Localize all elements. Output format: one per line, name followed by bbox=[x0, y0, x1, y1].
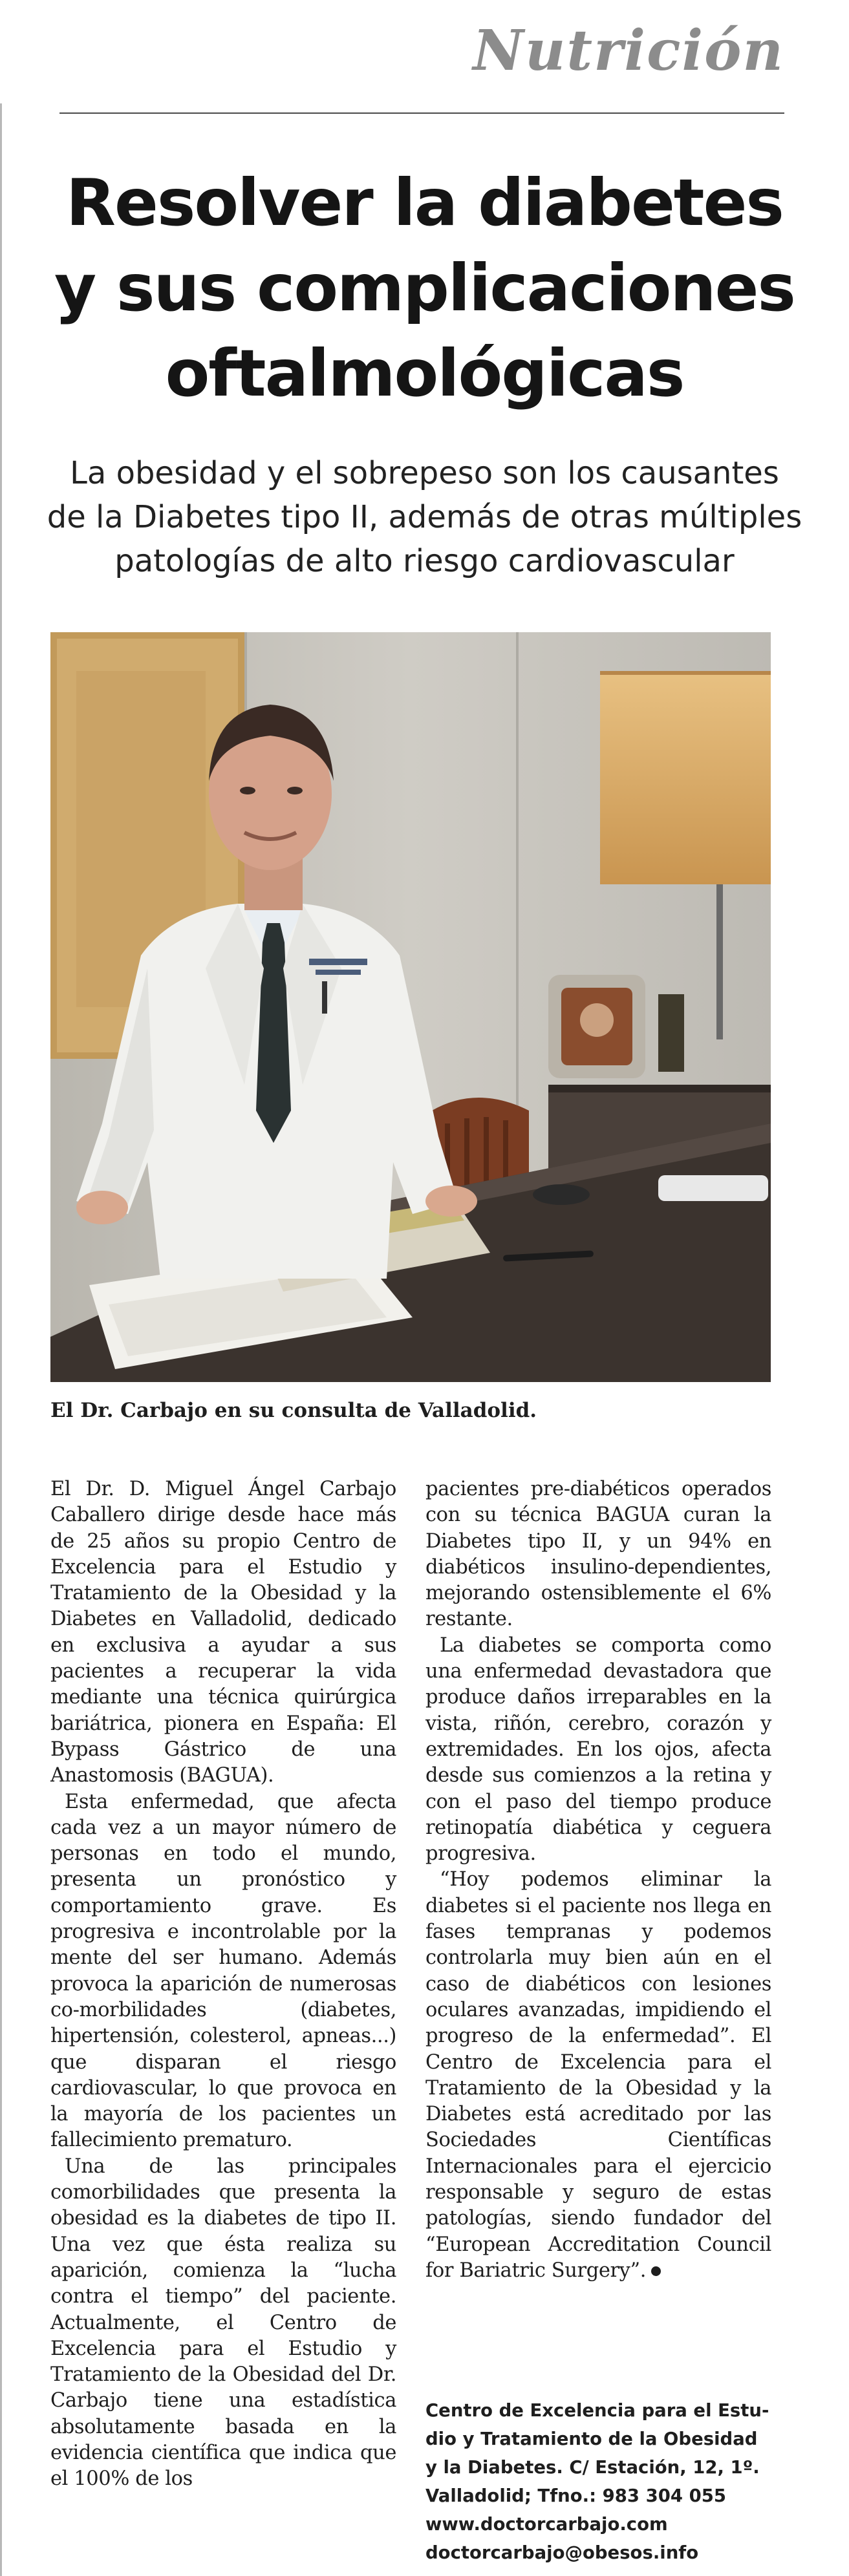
subhead-line: de la Diabetes tipo II, además de otras múltiples bbox=[47, 499, 802, 535]
article-paragraph bbox=[425, 1867, 771, 2284]
contact-website-link[interactable]: www.doctorcarbajo.com bbox=[425, 2514, 668, 2535]
article-paragraph: La diabetes se comporta como una enfermedad devastadora que produce daños irreparables en la vista, riñón, cerebro, corazón y extremidades. En los ojos, afecta desde sus comienzos a la retina y con el paso del tiempo produce retinopatía diabética y ceguera progresiva. bbox=[425, 1634, 771, 1866]
headline-line: y sus complicaciones bbox=[54, 250, 795, 326]
doctor-photo bbox=[50, 632, 771, 1382]
contact-info bbox=[425, 2396, 788, 2567]
headline bbox=[39, 160, 810, 416]
article-paragraph: Una de las principales comorbilidades que presenta la obesidad es la diabetes de tipo II. Una vez que ésta realiza su aparición, comienza la “lucha contra el tiempo” del paciente. Actualmente, el Centro de Excelencia para el Estudio y Tratamiento de la Obesidad del Dr. Carbajo tiene una estadística absolutamente basada en la evidencia científica que indica que el 100% de los bbox=[50, 2155, 396, 2491]
end-mark-icon bbox=[651, 2266, 661, 2276]
section-label: Nutrición bbox=[473, 18, 784, 83]
contact-line: Centro de Excelencia para el Estu- bbox=[425, 2400, 769, 2421]
article-paragraph-text: “Hoy podemos eliminar la diabetes si el paciente nos llega en fases tempranas y podemos controlarla muy bien aún en el caso de diabéticos con lesiones oculares avanzadas, impidiendo el progreso de la enfermedad”. El Centro de Excelencia para el Tratamiento de la Obesidad y la Diabetes está acreditado por las Sociedades Científicas Internacionales para el ejercicio responsable y seguro de estas patologías, siendo fundador del “European Accreditation Council for Bariatric Surgery”. bbox=[425, 1868, 771, 2282]
subheadline bbox=[39, 451, 810, 583]
article-paragraph: El Dr. D. Miguel Ángel Carbajo Caballero dirige desde hace más de 25 años su propio Centro de Excelencia para el Estudio y Tratamiento de la Obesidad y la Diabetes en Valladolid, dedicado en exclusiva a ayudar a sus pacientes a recuperar la vida mediante una técnica quirúrgica bariátrica, pionera en España: El Bypass Gástrico de una Anastomosis (BAGUA). bbox=[50, 1478, 396, 1787]
photo-caption: El Dr. Carbajo en su consulta de Valladolid. bbox=[50, 1399, 537, 1422]
contact-line: y la Diabetes. C/ Estación, 12, 1º. bbox=[425, 2457, 760, 2478]
header-rule bbox=[59, 112, 784, 114]
contact-line: Valladolid; Tfno.: 983 304 055 bbox=[425, 2486, 727, 2506]
article-paragraph: Esta enfermedad, que afecta cada vez a un mayor número de personas en todo el mundo, presenta un pronóstico y comportamiento grave. Es progresiva e incontrolable por la mente del ser humano. Además provoca la aparición de numerosas co-morbilidades (diabetes, hipertensión, colesterol, apneas...) que disparan el riesgo cardiovascular, lo que provoca en la mayoría de los pacientes un fallecimiento prematuro. bbox=[50, 1790, 396, 2152]
article-paragraph: pacientes pre-diabéticos operados con su técnica BAGUA curan la Diabetes tipo II, y un 94% en diabéticos insulino-dependientes, mejorando ostensiblemente el 6% restante. bbox=[425, 1478, 771, 1631]
doctor-photo-illustration bbox=[50, 632, 771, 1382]
article-column-right bbox=[425, 1476, 771, 2284]
contact-line: dio y Tratamiento de la Obesidad bbox=[425, 2429, 758, 2449]
article-column-left bbox=[50, 1476, 396, 2493]
subhead-line: La obesidad y el sobrepeso son los causantes bbox=[70, 455, 779, 491]
headline-line: oftalmológicas bbox=[165, 335, 684, 411]
headline-line: Resolver la diabetes bbox=[66, 165, 783, 240]
contact-email-link[interactable]: doctorcarbajo@obesos.info bbox=[425, 2542, 699, 2563]
left-margin-rule bbox=[0, 103, 2, 2576]
subhead-line: patologías de alto riesgo cardiovascular bbox=[114, 543, 735, 579]
